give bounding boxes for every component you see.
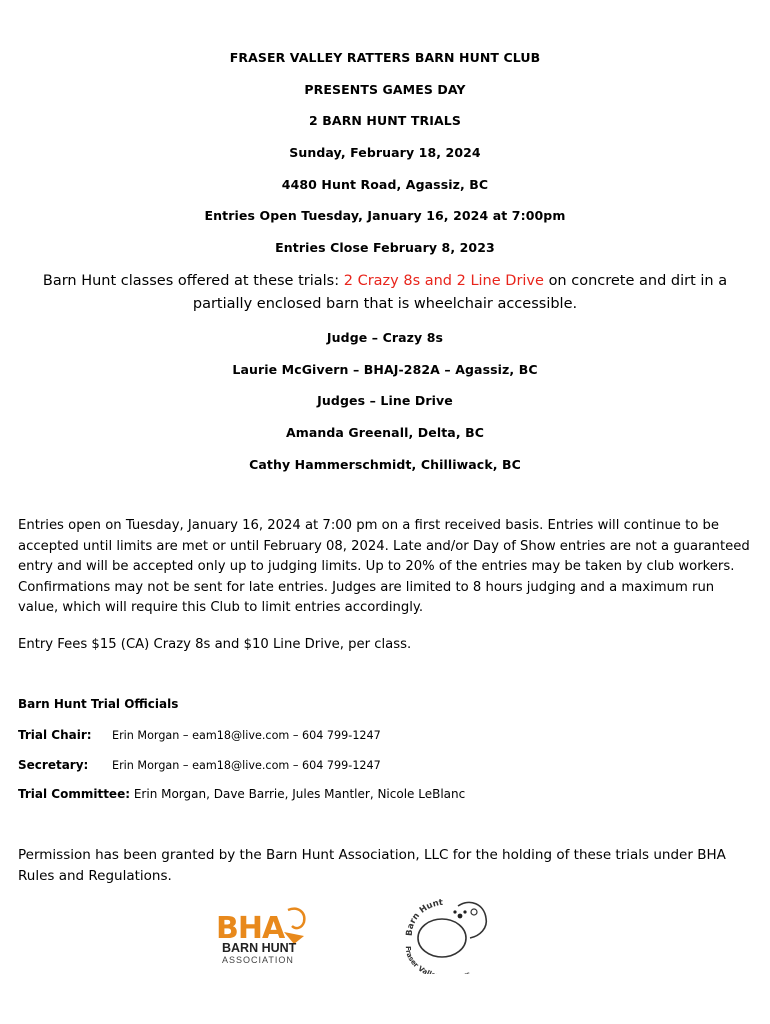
entries-close: Entries Close February 8, 2023	[275, 240, 495, 255]
club-name: FRASER VALLEY RATTERS BARN HUNT CLUB	[229, 50, 541, 65]
permission-statement: Permission has been granted by the Barn Hunt Association, LLC for the holding of these trials under BHA Rules and Regulations.	[18, 847, 726, 884]
judge-line-name-1: Amanda Greenall, Delta, BC	[285, 425, 485, 440]
fraser-valley-ratters-logo	[398, 894, 498, 974]
svg-text:BARN HUNT: BARN HUNT	[222, 941, 297, 955]
classes-offered	[30, 270, 740, 316]
svg-text:BHA: BHA	[216, 911, 285, 946]
judge-line-name-2: Cathy Hammerschmidt, Chilliwack, BC	[249, 457, 521, 472]
event-address: 4480 Hunt Road, Agassiz, BC	[281, 177, 489, 192]
judge-line-title: Judges – Line Drive	[317, 393, 453, 408]
committee-value: Erin Morgan, Dave Barrie, Jules Mantler, Nicole LeBlanc	[133, 787, 466, 801]
presents-line: PRESENTS GAMES DAY	[304, 82, 466, 97]
secretary-value: Erin Morgan – eam18@live.com – 604 799-1247	[112, 759, 381, 772]
classes-highlight: 2 Crazy 8s and 2 Line Drive	[343, 273, 544, 289]
trial-chair-value: Erin Morgan – eam18@live.com – 604 799-1247	[112, 729, 381, 742]
svg-text:ASSOCIATION: ASSOCIATION	[222, 955, 294, 965]
bha-logo	[210, 902, 310, 968]
entries-paragraph: Entries open on Tuesday, January 16, 2024 at 7:00 pm on a first received basis. Entries will continue to be accepted until limits are met or until February 08, 2024. Late and/or Day of Show entries are not a guaranteed entry and will be accepted only up to judging limits. Up to 20% of the entries may be taken by club workers. Confirmations may not be sent for late entries. Judges are limited to 8 hours judging and a maximum run value, which will require this Club to limit entries accordingly.	[18, 518, 750, 616]
svg-text:Barn Hunt: Barn Hunt	[404, 897, 444, 937]
classes-suffix: on concrete and dirt in a partially enclosed barn that is wheelchair accessible.	[192, 273, 728, 312]
committee-label: Trial Committee:	[18, 787, 131, 801]
svg-text:Fraser Valley Ratters: Fraser Vall	[403, 945, 433, 974]
officials-heading: Barn Hunt Trial Officials	[18, 697, 179, 711]
judge-crazy8-name: Laurie McGivern – BHAJ-282A – Agassiz, BC	[232, 362, 538, 377]
trials-count: 2 BARN HUNT TRIALS	[309, 113, 461, 128]
entries-open: Entries Open Tuesday, January 16, 2024 at 7:00pm	[204, 208, 566, 223]
secretary-row	[18, 758, 381, 772]
secretary-label: Secretary:	[18, 758, 89, 772]
event-date: Sunday, February 18, 2024	[289, 145, 481, 160]
judge-crazy8-title: Judge – Crazy 8s	[326, 330, 444, 345]
trial-chair-row	[18, 728, 381, 742]
classes-prefix: Barn Hunt classes offered at these trials:	[42, 273, 340, 289]
entry-fees: Entry Fees $15 (CA) Crazy 8s and $10 Line Drive, per class.	[18, 637, 412, 652]
trial-chair-label: Trial Chair:	[18, 728, 92, 742]
committee-row	[18, 787, 465, 801]
